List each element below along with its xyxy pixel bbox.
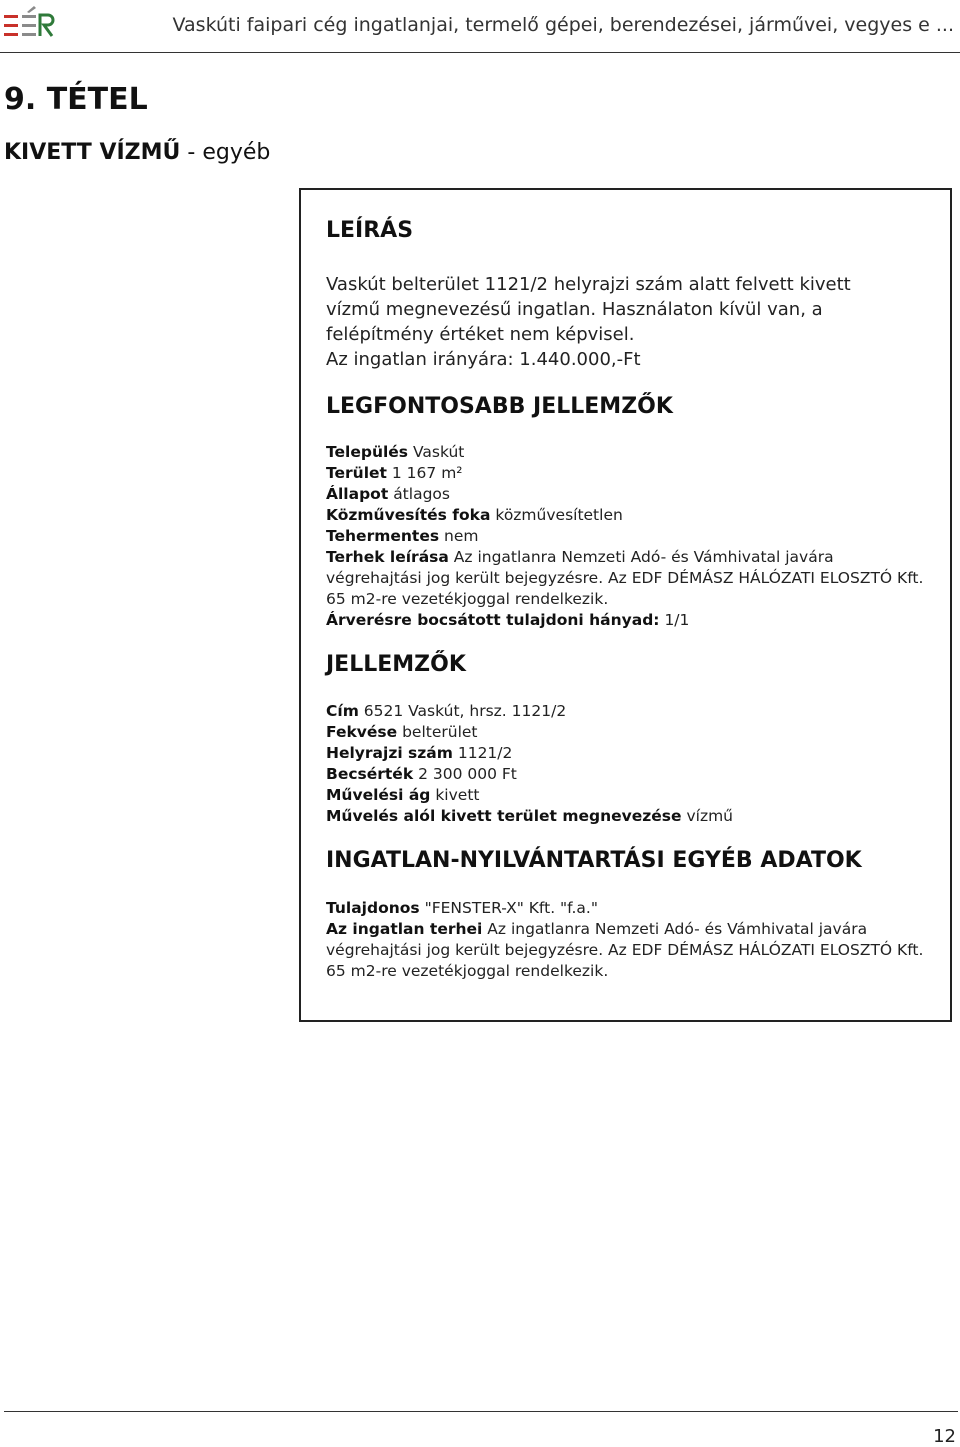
property-label: Árverésre bocsátott tulajdoni hányad: <box>326 611 660 629</box>
property-row <box>326 785 926 806</box>
page-number: 12 <box>933 1426 956 1447</box>
property-value: 1 167 m² <box>391 464 463 482</box>
property-value: 1/1 <box>664 611 690 629</box>
property-row <box>326 463 926 484</box>
page-header <box>0 0 960 53</box>
description-line: felépítmény értéket nem képvisel. <box>326 324 635 345</box>
property-row <box>326 919 926 982</box>
property-value: közművesítetlen <box>495 506 623 524</box>
property-label: Az ingatlan terhei <box>326 920 483 938</box>
lot-subtitle-rest: - egyéb <box>180 140 271 165</box>
property-value: 2 300 000 Ft <box>418 765 517 783</box>
property-label: Művelési ág <box>326 786 431 804</box>
property-row <box>326 806 926 827</box>
description-text <box>326 272 926 372</box>
property-row <box>326 484 926 505</box>
property-row <box>326 526 926 547</box>
property-row <box>326 764 926 785</box>
property-value: vízmű <box>686 807 734 825</box>
property-value: átlagos <box>393 485 450 503</box>
description-line: vízmű megnevezésű ingatlan. Használaton kívül van, a <box>326 299 823 320</box>
registry-heading: INGATLAN-NYILVÁNTARTÁSI EGYÉB ADATOK <box>326 848 862 873</box>
property-label: Tulajdonos <box>326 899 420 917</box>
key-features-list <box>326 442 926 631</box>
lot-details-box <box>299 188 952 1022</box>
eer-logo-icon <box>4 6 56 40</box>
description-line: Az ingatlan irányára: 1.440.000,-Ft <box>326 349 641 370</box>
property-value: 6521 Vaskút, hrsz. 1121/2 <box>363 702 567 720</box>
property-value: "FENSTER-X" Kft. "f.a." <box>424 899 598 917</box>
property-row <box>326 442 926 463</box>
property-label: Település <box>326 443 409 461</box>
property-label: Terület <box>326 464 387 482</box>
property-label: Közművesítés foka <box>326 506 491 524</box>
property-label: Helyrajzi szám <box>326 744 453 762</box>
description-line: Vaskút belterület 1121/2 helyrajzi szám alatt felvett kivett <box>326 274 851 295</box>
property-value: Az ingatlanra Nemzeti Adó- és Vámhivatal javára végrehajtási jog került bejegyzésre. Az EDF DÉMÁSZ HÁLÓZATI ELOSZTÓ Kft. 65 m2-re vezetékjoggal rendelkezik. <box>326 920 924 980</box>
property-label: Terhek leírása <box>326 548 449 566</box>
property-value: nem <box>444 527 479 545</box>
property-label: Tehermentes <box>326 527 440 545</box>
property-row <box>326 505 926 526</box>
property-value: Az ingatlanra Nemzeti Adó- és Vámhivatal javára végrehajtási jog került bejegyzésre. Az EDF DÉMÁSZ HÁLÓZATI ELOSZTÓ Kft. 65 m2-re vezetékjoggal rendelkezik. <box>326 548 924 608</box>
property-value: 1121/2 <box>457 744 513 762</box>
property-row <box>326 547 926 610</box>
key-features-heading: LEGFONTOSABB JELLEMZŐK <box>326 394 673 419</box>
lot-subtitle <box>4 140 270 165</box>
property-label: Becsérték <box>326 765 414 783</box>
property-label: Cím <box>326 702 359 720</box>
lot-title: 9. TÉTEL <box>4 82 148 117</box>
property-label: Állapot <box>326 485 389 503</box>
property-label: Művelés alól kivett terület megnevezése <box>326 807 682 825</box>
property-value: belterület <box>402 723 478 741</box>
property-row <box>326 898 926 919</box>
features-list <box>326 701 926 827</box>
property-row <box>326 701 926 722</box>
property-row <box>326 610 926 631</box>
footer-divider <box>4 1411 958 1412</box>
features-heading: JELLEMZŐK <box>326 652 466 677</box>
lot-subtitle-main: KIVETT VÍZMŰ <box>4 140 181 165</box>
description-heading: LEÍRÁS <box>326 218 414 243</box>
property-row <box>326 722 926 743</box>
property-row <box>326 743 926 764</box>
property-label: Fekvése <box>326 723 398 741</box>
document-title: Vaskúti faipari cég ingatlanjai, termelő gépei, berendezései, járművei, vegyes e ... <box>172 14 954 36</box>
property-value: kivett <box>435 786 480 804</box>
registry-list <box>326 898 926 982</box>
property-value: Vaskút <box>412 443 465 461</box>
